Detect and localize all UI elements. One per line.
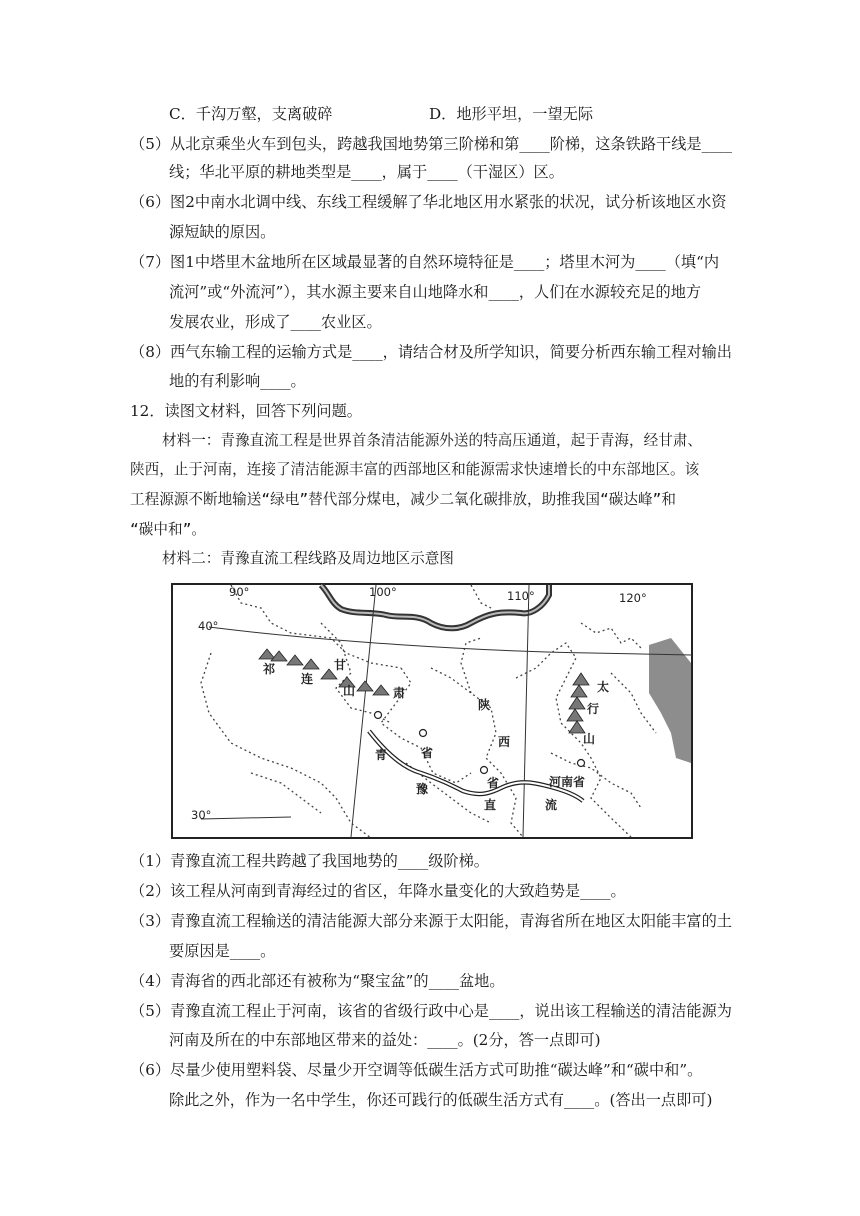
lon-label-110: 110° xyxy=(507,589,535,603)
label-shan-qilian: 山 xyxy=(343,684,356,698)
material-text: 工程源源不断地输送“绿电”替代部分煤电，减少二氧化碳排放，助推我国“碳达峰”和 xyxy=(130,491,676,508)
label-lian: 连 xyxy=(301,672,314,686)
label-hang: 行 xyxy=(587,702,600,716)
question-line: 源短缺的原因。 xyxy=(169,223,276,241)
material-caption: 材料二：青豫直流工程线路及周边地区示意图 xyxy=(162,550,454,567)
question-line: 要原因是____。 xyxy=(169,942,276,960)
label-zhi: 直 xyxy=(484,798,497,812)
route-map xyxy=(171,583,693,839)
question-line: 流河”或“外流河”），其水源主要来自山地降水和____，人们在水源较充足的地方 xyxy=(169,283,702,301)
label-liu: 流 xyxy=(545,798,558,812)
material-text: 材料一：青豫直流工程是世界首条清洁能源外送的特高压通道，起于青海，经甘肃、 xyxy=(162,432,702,449)
question-line: （5）从北京乘坐火车到包头，跨越我国地势第三阶梯和第____阶梯，这条铁路干线是____ xyxy=(130,135,732,153)
lon-label-120: 120° xyxy=(619,591,647,605)
question-line: 地的有利影响____。 xyxy=(169,372,306,390)
question-line: （6）图2中南水北调中线、东线工程缓解了华北地区用水紧张的状况，试分析该地区水资 xyxy=(130,193,727,211)
label-shan-taihang: 山 xyxy=(583,732,596,746)
question-line: 除此之外，作为一名中学生，你还可践行的低碳生活方式有____。(答出一点即可) xyxy=(169,1091,713,1109)
question-line: （4）青海省的西北部还有被称为“聚宝盆”的____盆地。 xyxy=(130,972,505,990)
label-sheng-qinghai: 省 xyxy=(421,746,434,760)
question-line: 河南及所在的中东部地区带来的益处：____。(2分，答一点即可) xyxy=(169,1031,601,1049)
question-line: 发展农业，形成了____农业区。 xyxy=(169,313,382,331)
label-yu: 豫 xyxy=(416,782,429,796)
question-header: 12．读图文材料，回答下列问题。 xyxy=(130,402,362,420)
lon-label-100: 100° xyxy=(369,585,397,599)
label-sheng-shaanxi: 省 xyxy=(487,776,500,790)
label-qi: 祁 xyxy=(263,662,276,676)
option-d: D．地形平坦，一望无际 xyxy=(429,105,594,123)
question-line: 线；华北平原的耕地类型是____，属于____（干湿区）区。 xyxy=(169,163,564,181)
label-gan: 甘 xyxy=(334,658,347,672)
lat-label-40: 40° xyxy=(198,619,219,633)
question-line: （8）西气东输工程的运输方式是____，请结合材及所学知识，简要分析西东输工程对输出 xyxy=(130,343,732,361)
material-text: 陕西，止于河南，连接了清洁能源丰富的西部地区和能源需求快速增长的中东部地区。该 xyxy=(130,461,700,478)
label-su: 肃 xyxy=(393,686,406,700)
question-line: （5）青豫直流工程止于河南，该省的省级行政中心是____，说出该工程输送的清洁能源为 xyxy=(130,1002,732,1020)
question-line: （2）该工程从河南到青海经过的省区，年降水量变化的大致趋势是____。 xyxy=(130,882,626,900)
label-qing: 青 xyxy=(375,748,388,762)
question-line: （3）青豫直流工程输送的清洁能源大部分来源于太阳能，青海省所在地区太阳能丰富的土 xyxy=(130,912,732,930)
question-line: （1）青豫直流工程共跨越了我国地势的____级阶梯。 xyxy=(130,852,489,870)
question-line: （6）尽量少使用塑料袋、尽量少开空调等低碳生活方式可助推“碳达峰”和“碳中和”。 xyxy=(130,1061,703,1079)
material-text: “碳中和”。 xyxy=(130,521,206,538)
question-line: （7）图1中塔里木盆地所在区域最显著的自然环境特征是____；塔里木河为____（填“内 xyxy=(130,253,720,271)
lon-label-90: 90° xyxy=(229,585,250,599)
option-c: C．千沟万壑，支离破碎 xyxy=(169,105,333,123)
label-tai: 太 xyxy=(597,680,610,694)
label-xi: 西 xyxy=(498,735,511,749)
label-shaan: 陕 xyxy=(478,698,491,712)
label-henan-province: 河南省 xyxy=(549,775,586,789)
lat-label-30: 30° xyxy=(191,808,212,822)
